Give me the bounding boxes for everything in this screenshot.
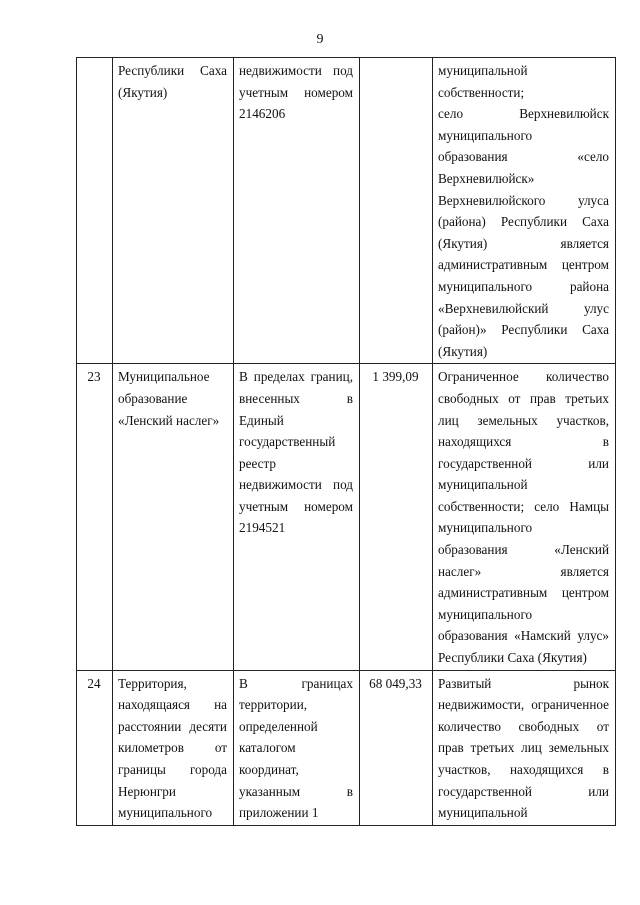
description-line: административным центром bbox=[438, 585, 609, 601]
description-line: Республики Саха (Якутия) bbox=[438, 650, 587, 666]
boundaries-line: В границах bbox=[239, 675, 353, 691]
boundaries-line: определенной bbox=[239, 718, 318, 734]
description-line: государственной или bbox=[438, 783, 609, 799]
description-line: муниципальной bbox=[438, 805, 528, 821]
description-line: муниципальной bbox=[438, 477, 528, 493]
territory-name-line: образование bbox=[118, 390, 188, 406]
description-line: (Якутия) bbox=[438, 343, 488, 359]
description-line: собственности; село Намцы bbox=[438, 498, 609, 514]
territory-name-cell bbox=[113, 58, 234, 364]
boundaries-line: приложении 1 bbox=[239, 805, 319, 821]
boundaries-line: недвижимости под bbox=[239, 63, 353, 78]
territory-name-line: Нерюнгри bbox=[118, 783, 176, 799]
description-line: государственной или bbox=[438, 455, 609, 471]
boundaries-cell bbox=[234, 670, 360, 825]
boundaries-line: государственный bbox=[239, 434, 336, 450]
description-line: административным центром bbox=[438, 257, 609, 273]
description-line: прав третьих лиц земельных bbox=[438, 740, 609, 756]
description-line: Верхневилюйского улуса bbox=[438, 192, 609, 208]
row-number-cell: 23 bbox=[77, 364, 113, 670]
table-row bbox=[77, 364, 616, 670]
territory-name-line: находящаяся на bbox=[118, 697, 227, 713]
boundaries-line: В пределах границ, bbox=[239, 369, 353, 385]
description-line: Развитый рынок bbox=[438, 675, 609, 691]
table-row bbox=[77, 58, 616, 364]
description-line: (района) Республики Саха bbox=[438, 214, 609, 230]
description-line: образования «село bbox=[438, 149, 609, 165]
boundaries-cell bbox=[234, 58, 360, 364]
description-line: муниципального bbox=[438, 606, 533, 622]
boundaries-line: указанным в bbox=[239, 783, 353, 799]
description-cell bbox=[433, 364, 616, 670]
description-line: муниципального bbox=[438, 520, 533, 536]
boundaries-line: 2194521 bbox=[239, 520, 286, 536]
boundaries-line: Единый bbox=[239, 412, 284, 428]
description-line: собственности; bbox=[438, 84, 525, 100]
description-line: лиц земельных участков, bbox=[438, 412, 609, 428]
area-cell: 1 399,09 bbox=[360, 364, 433, 670]
territory-name-line: Республики Саха bbox=[118, 63, 227, 78]
territory-name-line: Муниципальное bbox=[118, 369, 210, 385]
boundaries-line: территории, bbox=[239, 697, 308, 713]
description-line: муниципального bbox=[438, 127, 533, 143]
territory-name-line: (Якутия) bbox=[118, 84, 168, 100]
description-line: образования «Ленский bbox=[438, 542, 609, 558]
description-line: (район)» Республики Саха bbox=[438, 322, 609, 338]
territory-name-line: муниципального bbox=[118, 805, 213, 821]
description-line: недвижимости, ограниченное bbox=[438, 697, 609, 713]
area-cell: 68 049,33 bbox=[360, 670, 433, 825]
description-line: муниципального района bbox=[438, 278, 609, 294]
boundaries-line: координат, bbox=[239, 762, 299, 777]
area-cell bbox=[360, 58, 433, 364]
boundaries-line: 2146206 bbox=[239, 106, 286, 122]
description-cell bbox=[433, 670, 616, 825]
description-line: свободных от прав третьих bbox=[438, 390, 609, 406]
boundaries-line: внесенных в bbox=[239, 390, 353, 406]
description-line: количество свободных от bbox=[438, 718, 609, 734]
row-number-cell bbox=[77, 58, 113, 364]
boundaries-cell bbox=[234, 364, 360, 670]
land-plots-table bbox=[76, 57, 616, 826]
boundaries-line: каталогом bbox=[239, 740, 296, 756]
description-line: находящихся в bbox=[438, 434, 609, 450]
description-line: «Верхневилюйский улус bbox=[438, 300, 609, 316]
boundaries-line: учетным номером bbox=[239, 84, 353, 100]
boundaries-line: недвижимости под bbox=[239, 477, 353, 493]
territory-name-line: расстоянии десяти bbox=[118, 718, 227, 734]
description-line: наслег» является bbox=[438, 563, 609, 579]
territory-name-line: Территория, bbox=[118, 675, 187, 691]
table-row bbox=[77, 670, 616, 825]
boundaries-line: учетным номером bbox=[239, 498, 353, 514]
territory-name-line: границы города bbox=[118, 762, 227, 777]
description-line: село Верхневилюйск bbox=[438, 106, 609, 122]
territory-name-cell bbox=[113, 364, 234, 670]
description-line: муниципальной bbox=[438, 63, 528, 78]
description-line: Верхневилюйск» bbox=[438, 170, 535, 186]
description-line: участков, находящихся в bbox=[438, 762, 609, 777]
page-number: 9 bbox=[316, 32, 324, 47]
territory-name-line: километров от bbox=[118, 740, 227, 756]
description-line: образования «Намский улус» bbox=[438, 628, 609, 644]
boundaries-line: реестр bbox=[239, 455, 277, 471]
description-line: (Якутия) является bbox=[438, 235, 609, 251]
territory-name-line: «Ленский наслег» bbox=[118, 412, 220, 428]
description-cell bbox=[433, 58, 616, 364]
description-line: Ограниченное количество bbox=[438, 369, 609, 385]
row-number-cell: 24 bbox=[77, 670, 113, 825]
territory-name-cell bbox=[113, 670, 234, 825]
